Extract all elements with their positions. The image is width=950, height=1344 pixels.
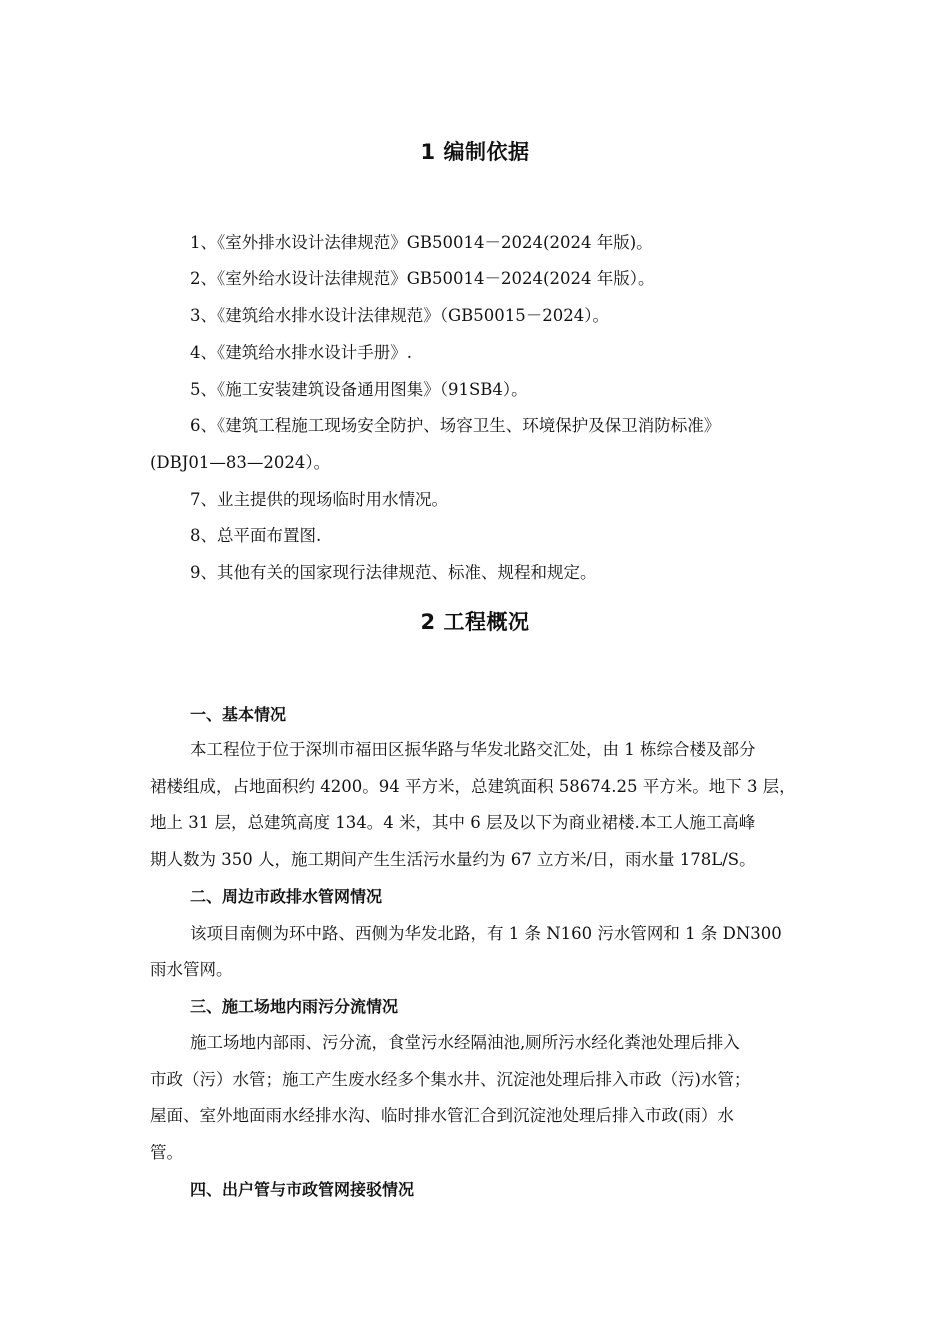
drainage-network-line-2: 雨水管网。 xyxy=(150,960,233,979)
section-1-title: 1 编制依据 xyxy=(420,140,530,164)
subsection-connection-title: 四、出户管与市政管网接驳情况 xyxy=(190,1180,415,1199)
basic-info-line-4: 期人数为 350 人，施工期间产生生活污水量约为 67 立方米/日，雨水量 178L/S。 xyxy=(150,850,756,869)
reference-item-6-continued: (DBJ01—83—2024）。 xyxy=(150,453,331,472)
drainage-network-line-1: 该项目南侧为环中路、西侧为华发北路，有 1 条 N160 污水管网和 1 条 DN300 xyxy=(190,924,782,943)
subsection-basic-info-title: 一、基本情况 xyxy=(190,705,287,724)
rain-sewage-line-3: 屋面、室外地面雨水经排水沟、临时排水管汇合到沉淀池处理后排入市政(雨）水 xyxy=(150,1106,734,1125)
rain-sewage-line-2: 市政（污）水管；施工产生废水经多个集水井、沉淀池处理后排入市政（污)水管； xyxy=(150,1070,751,1089)
reference-item-8: 8、总平面布置图. xyxy=(190,526,322,545)
reference-item-5: 5、《施工安装建筑设备通用图集》（91SB4）。 xyxy=(190,380,528,399)
rain-sewage-line-1: 施工场地内部雨、污分流，食堂污水经隔油池,厕所污水经化粪池处理后排入 xyxy=(190,1033,740,1052)
reference-item-6: 6、《建筑工程施工现场安全防护、场容卫生、环境保护及保卫消防标准》 xyxy=(190,416,721,435)
rain-sewage-line-4: 管。 xyxy=(150,1143,183,1162)
subsection-drainage-network-title: 二、周边市政排水管网情况 xyxy=(190,887,383,906)
reference-item-3: 3、《建筑给水排水设计法律规范》（GB50015－2024）。 xyxy=(190,306,610,325)
basic-info-line-3: 地上 31 层，总建筑高度 134。4 米，其中 6 层及以下为商业裙楼.本工人施工高峰 xyxy=(150,813,756,832)
section-2-title: 2 工程概况 xyxy=(420,610,530,634)
reference-item-7: 7、业主提供的现场临时用水情况。 xyxy=(190,490,448,509)
basic-info-line-2: 裙楼组成，占地面积约 4200。94 平方米，总建筑面积 58674.25 平方米。地下 3 层， xyxy=(150,777,796,796)
reference-item-2: 2、《室外给水设计法律规范》GB50014－2024(2024 年版）。 xyxy=(190,269,655,288)
basic-info-line-1: 本工程位于位于深圳市福田区振华路与华发北路交汇处，由 1 栋综合楼及部分 xyxy=(190,740,756,759)
reference-item-4: 4、《建筑给水排水设计手册》. xyxy=(190,343,412,362)
reference-item-9: 9、其他有关的国家现行法律规范、标准、规程和规定。 xyxy=(190,563,597,582)
reference-item-1: 1、《室外排水设计法律规范》GB50014－2024(2024 年版)。 xyxy=(190,233,653,252)
subsection-rain-sewage-title: 三、施工场地内雨污分流情况 xyxy=(190,997,399,1016)
